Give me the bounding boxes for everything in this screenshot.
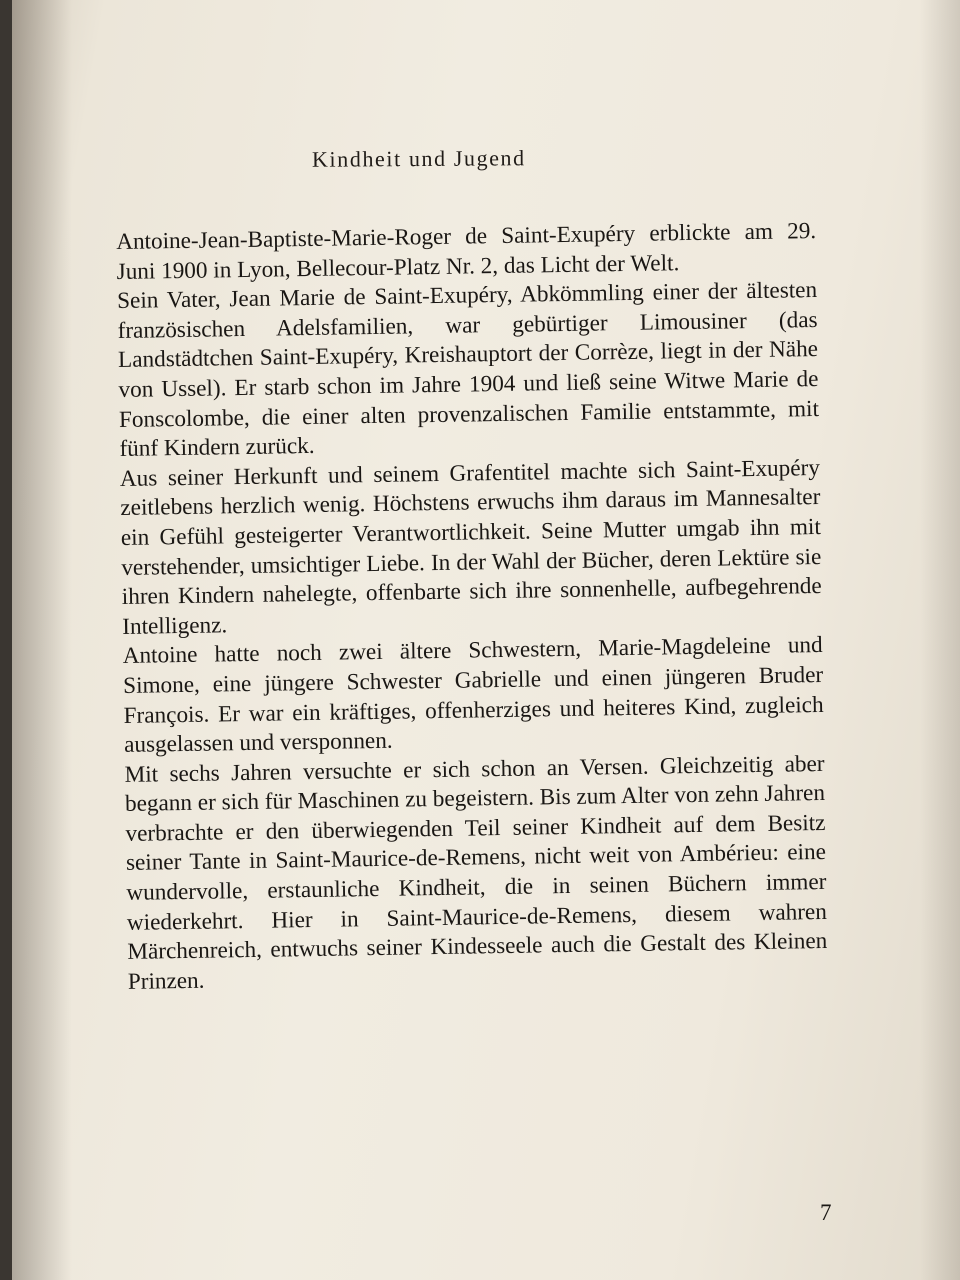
book-page bbox=[12, 0, 960, 1280]
page-number: 7 bbox=[820, 1200, 832, 1225]
paragraph-childhood: Mit sechs Jahren versuchte er sich schon an Versen. Gleichzeitig aber begann er sich für Maschinen zu begeistern. Bis zum Alter von zehn Jahren verbrachte er den überwiegenden Teil seiner Kindheit auf dem Besitz seiner Tante in Saint-Maurice-de-Remens, nicht weit von Ambérieu: eine wundervolle, erstaunliche Kindheit, die in seinen Büchern immer wiederkehrt. Hier in Saint-Maurice-de-Remens, diesem wahren Märchenreich, entwuchs seiner Kindesseele auch die Gestalt des Kleinen Prinzen. bbox=[124, 750, 828, 995]
paragraph-siblings: Antoine hatte noch zwei ältere Schwestern, Marie-Magdeleine und Simone, eine jüngere Schwester Gabrielle und einen jüngeren Bruder François. Er war ein kräftiges, offenherziges und heiteres Kind, zugleich ausgelassen und versponnen. bbox=[122, 632, 824, 759]
paragraph-origin-mother: Aus seiner Herkunft und seinem Grafentitel machte sich Saint-Exupéry zeitlebens herzlich wenig. Höchstens erwuchs ihm daraus im Mannesalter ein Gefühl gesteigerter Verantwortlichkeit. Seine Mutter umgab ihn mit verstehender, umsichtiger Liebe. In der Wahl der Bücher, deren Lektüre sie ihren Kindern nahelegte, offenbarte sich ihre sonnenhelle, aufbegehrende Intelligenz. bbox=[119, 454, 822, 640]
chapter-title: Kindheit und Jugend bbox=[311, 145, 526, 172]
paragraph-birth: Antoine-Jean-Baptiste-Marie-Roger de Saint-Exupéry erblickte am 29. Juni 1900 in Lyon, Bellecour-Platz Nr. 2, das Licht der Welt. bbox=[116, 218, 817, 285]
chapter-body bbox=[116, 217, 828, 997]
paragraph-father: Sein Vater, Jean Marie de Saint-Exupéry, Abkömmling einer der ältesten französischen Adelsfamilien, war gebürtiger Limousiner (das Landstädtchen Saint-Exupéry, Kreishauptort der Corrèze, liegt in der Nähe von Ussel). Er starb schon im Jahre 1904 und ließ seine Witwe Marie de Fonscolombe, die einer alten provenzalischen Familie entstammte, mit fünf Kindern zurück. bbox=[116, 277, 820, 463]
